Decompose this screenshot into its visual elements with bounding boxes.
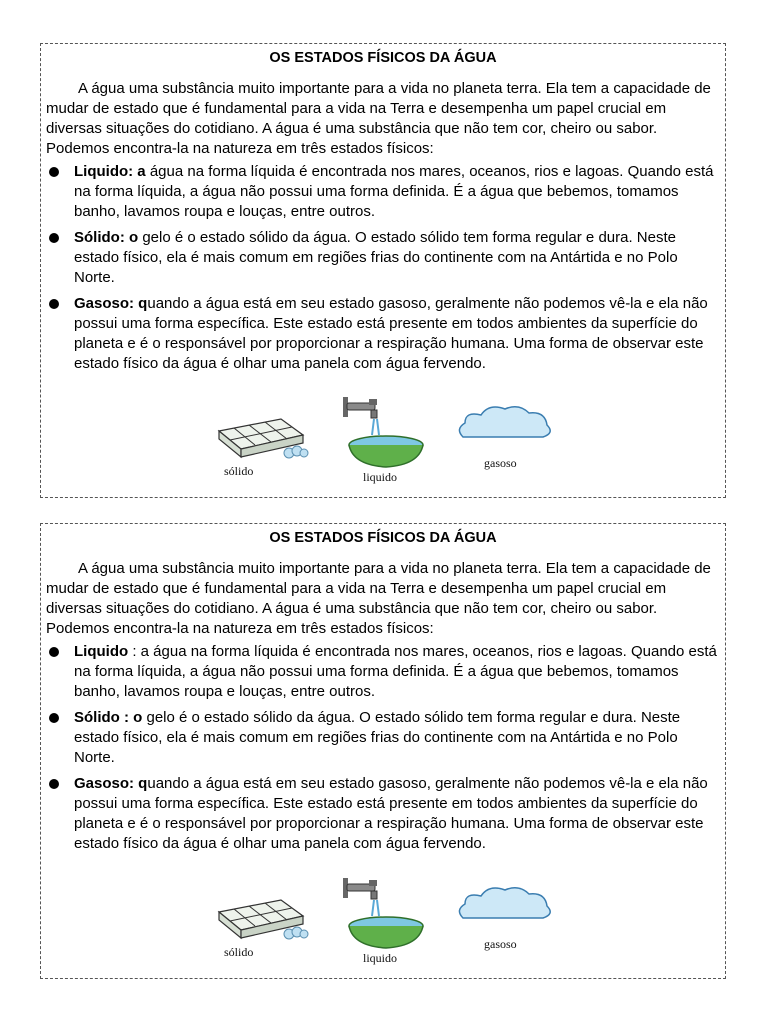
caption-gas: gasoso — [484, 937, 517, 951]
ice-tray-icon — [211, 411, 311, 463]
term-description: uando a água está em seu estado gasoso, geralmente não podemos vê-la e ela não possui uma forma específica. Este estado está presente em todos ambientes da superfície do planeta e é o responsável por proporcionar a respiração humana. Uma forma de observar este estado físico da água é olhar uma panela com água fervendo. — [74, 775, 708, 852]
caption-solid: sólido — [224, 464, 254, 478]
worksheet-card-1 — [40, 43, 726, 498]
caption-liquid: liquido — [363, 951, 398, 965]
bullet-icon — [49, 167, 59, 177]
cloud-icon — [455, 884, 555, 926]
term-label: Gasoso: q — [74, 295, 148, 312]
term-label: Sólido : o — [74, 709, 143, 726]
caption-gas: gasoso — [484, 456, 517, 470]
list-item-solid — [46, 708, 720, 768]
list-item-gas — [46, 774, 720, 854]
bullet-icon — [49, 233, 59, 243]
worksheet-card-2 — [40, 523, 726, 979]
list-item-liquid — [46, 642, 720, 702]
caption-solid: sólido — [224, 945, 254, 959]
bullet-icon — [49, 713, 59, 723]
card-title: OS ESTADOS FÍSICOS DA ÁGUA — [269, 50, 497, 66]
list-item-solid — [46, 228, 720, 288]
states-list — [46, 162, 720, 374]
faucet-basin-icon — [341, 876, 431, 954]
card-title: OS ESTADOS FÍSICOS DA ÁGUA — [269, 530, 497, 546]
term-description: água na forma líquida é encontrada nos mares, oceanos, rios e lagoas. Quando está na forma líquida, a água não possui uma forma definida. É a água que bebemos, tomamos banho, lavamos roupa e louças, entre outros. — [74, 163, 714, 220]
term-label: Liquido: a — [74, 163, 146, 180]
illustrations — [41, 872, 725, 978]
term-description: gelo é o estado sólido da água. O estado sólido tem forma regular e dura. Neste estado físico, ela é mais comum em regiões frias do continente com na Antártida e no Polo Norte. — [74, 709, 681, 766]
intro-paragraph: A água uma substância muito importante para a vida no planeta terra. Ela tem a capacidade de mudar de estado que é fundamental para a vida na Terra e desempenha um papel crucial em diversas situações do cotidiano. A água é uma substância que não tem cor, cheiro ou sabor. Podemos encontra-la na natureza em três estados físicos: — [46, 560, 711, 637]
cloud-icon — [455, 403, 555, 445]
term-description: gelo é o estado sólido da água. O estado sólido tem forma regular e dura. Neste estado físico, ela é mais comum em regiões frias do continente com na Antártida e no Polo Norte. — [74, 229, 678, 286]
term-label: Liquido — [74, 643, 129, 660]
list-item-liquid — [46, 162, 720, 222]
illustrations — [41, 391, 725, 497]
term-label: Gasoso: q — [74, 775, 148, 792]
ice-tray-icon — [211, 892, 311, 944]
term-description: : a água na forma líquida é encontrada nos mares, oceanos, rios e lagoas. Quando está na forma líquida, a água não possui uma forma definida. É a água que bebemos, tomamos banho, lavamos roupa e louças, entre outros. — [74, 643, 717, 700]
term-label: Sólido: o — [74, 229, 139, 246]
bullet-icon — [49, 779, 59, 789]
list-item-gas — [46, 294, 720, 374]
bullet-icon — [49, 647, 59, 657]
caption-liquid: liquido — [363, 470, 398, 484]
term-description: uando a água está em seu estado gasoso, geralmente não podemos vê-la e ela não possui uma forma específica. Este estado está presente em todos ambientes da superfície do planeta e é o responsável por proporcionar a respiração humana. Uma forma de observar este estado físico da água é olhar uma panela com água fervendo. — [74, 295, 708, 372]
faucet-basin-icon — [341, 395, 431, 473]
bullet-icon — [49, 299, 59, 309]
states-list — [46, 642, 720, 854]
intro-paragraph: A água uma substância muito importante para a vida no planeta terra. Ela tem a capacidade de mudar de estado que é fundamental para a vida na Terra e desempenha um papel crucial em diversas situações do cotidiano. A água é uma substância que não tem cor, cheiro ou sabor. Podemos encontra-la na natureza em três estados físicos: — [46, 80, 711, 157]
